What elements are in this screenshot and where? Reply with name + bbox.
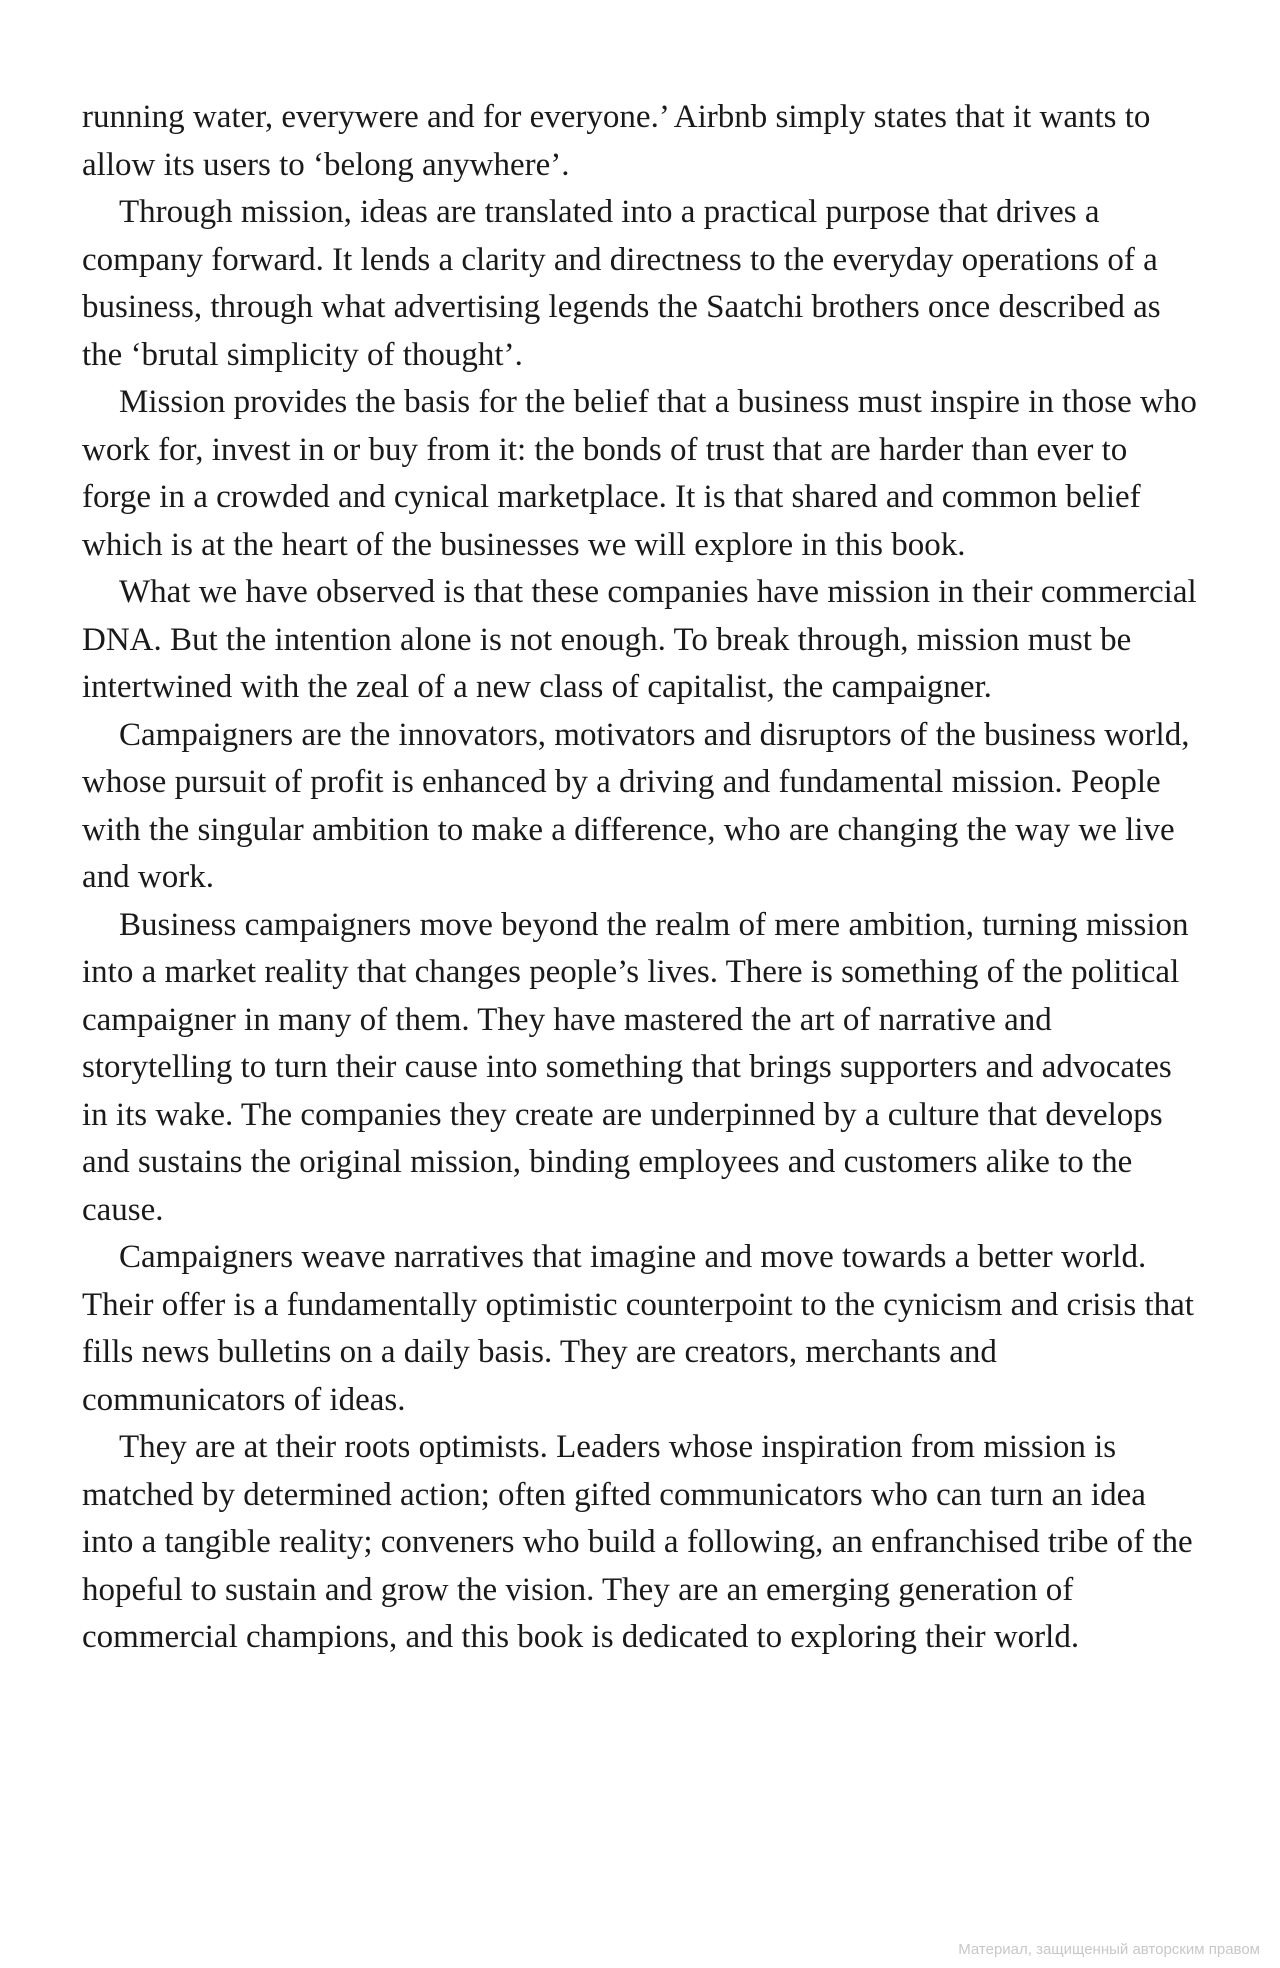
paragraph-campaigners-narratives: Campaigners weave narratives that imagine and move towards a better world. Their offer is a fundamentally optimistic counterpoint to the cynicism and crisis that fills news bulletins on a daily basis. They are creators, merchants and communicators of ideas. (82, 1239, 1194, 1418)
paragraph-optimists: They are at their roots optimists. Leaders whose inspiration from mission is matched by determined action; often gifted communicators who can turn an idea into a tangible reality; conveners who build a following, an enfranchised tribe of the hopeful to sustain and grow the vision. They are an emerging generation of commercial champions, and this book is dedicated to exploring their world. (82, 1429, 1193, 1655)
book-page-body (82, 94, 1202, 1662)
paragraph-commercial-dna: What we have observed is that these companies have mission in their commercial DNA. But the intention alone is not enough. To break through, mission must be intertwined with the zeal of a new class of capitalist, the campaigner. (82, 574, 1197, 705)
paragraph-business-campaigners: Business campaigners move beyond the realm of mere ambition, turning mission into a market reality that changes people’s lives. There is something of the political campaigner in many of them. They have mastered the art of narrative and storytelling to turn their cause into something that brings supporters and advocates in its wake. The companies they create are underpinned by a culture that develops and sustains the original mission, binding employees and customers alike to the cause. (82, 906, 1189, 1228)
copyright-watermark: Материал, защищенный авторским правом (958, 1941, 1260, 1958)
paragraph-continued: running water, everywere and for everyone.’ Airbnb simply states that it wants to allow its users to ‘belong anywhere’. (82, 99, 1151, 183)
paragraph-campaigners-innovators: Campaigners are the innovators, motivators and disruptors of the business world, whose pursuit of profit is enhanced by a driving and fundamental mission. People with the singular ambition to make a difference, who are changing the way we live and work. (82, 716, 1190, 895)
paragraph-mission-purpose: Through mission, ideas are translated into a practical purpose that drives a company forward. It lends a clarity and directness to the everyday operations of a business, through what advertising legends the Saatchi brothers once described as the ‘brutal simplicity of thought’. (82, 194, 1161, 373)
paragraph-mission-belief: Mission provides the basis for the belief that a business must inspire in those who work for, invest in or buy from it: the bonds of trust that are harder than ever to forge in a crowded and cynical marketplace. It is that shared and common belief which is at the heart of the businesses we will explore in this book. (82, 384, 1197, 563)
